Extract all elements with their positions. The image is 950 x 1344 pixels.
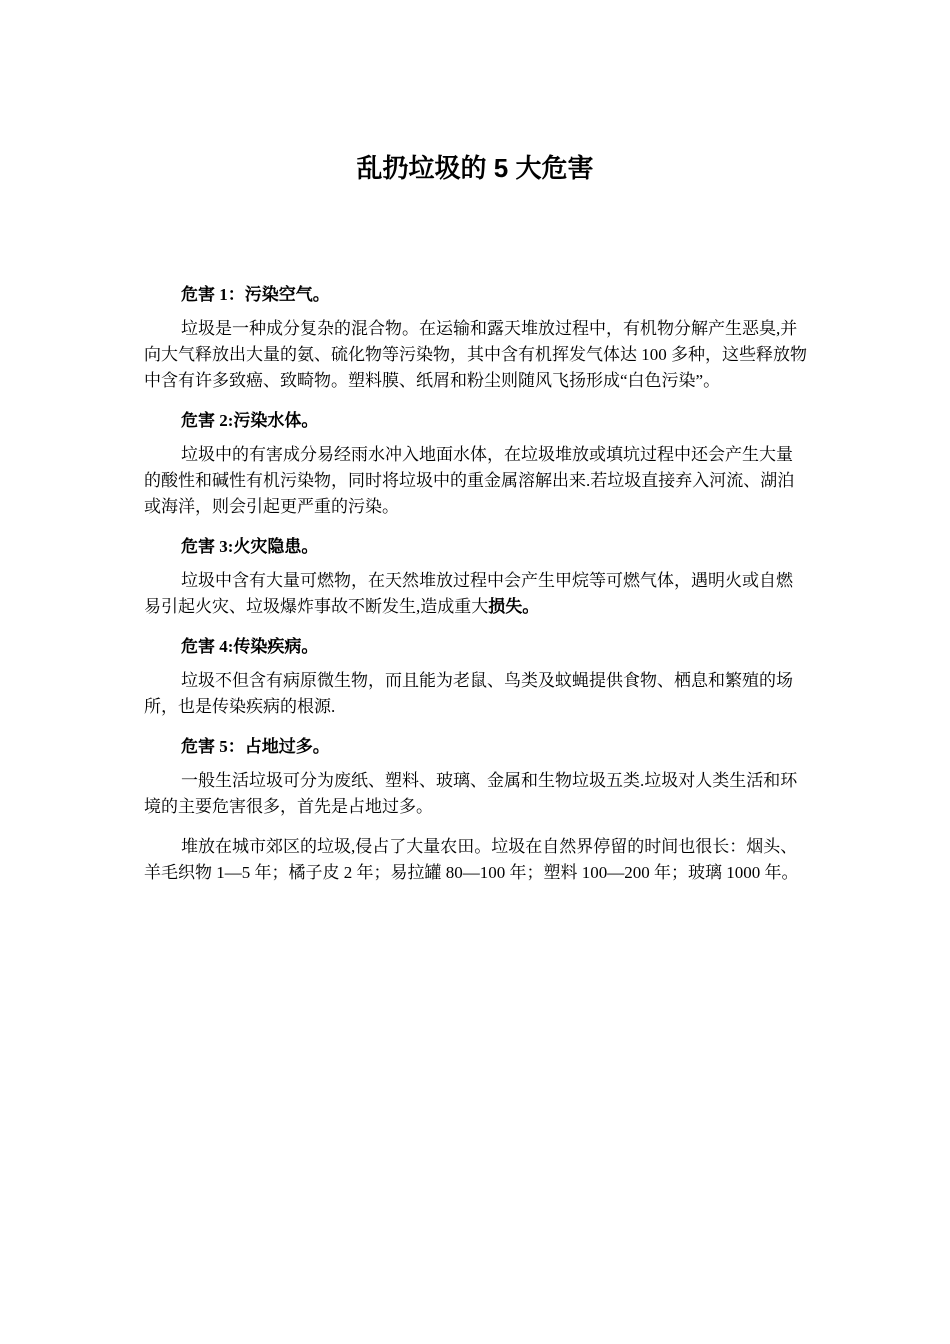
section-paragraph-2: 垃圾中的有害成分易经雨水冲入地面水体，在垃圾堆放或填坑过程中还会产生大量的酸性和碱性有机污染物，同时将垃圾中的重金属溶解出来.若垃圾直接弃入河流、湖泊或海洋，则会引起更严重的污染。 <box>144 445 795 516</box>
section-paragraph-3-text: 垃圾中含有大量可燃物，在天然堆放过程中会产生甲烷等可燃气体，遇明火或自燃易引起火灾、垃圾爆炸事故不断发生,造成重大 <box>144 571 793 616</box>
section-heading-2: 危害 2:污染水体。 <box>181 411 319 430</box>
section-paragraph-1: 垃圾是一种成分复杂的混合物。在运输和露天堆放过程中，有机物分解产生恶臭,并向大气释放出大量的氨、硫化物等污染物，其中含有机挥发气体达 100 多种，这些释放物中含有许多致癌、致畸物。塑料膜、纸屑和粉尘则随风飞扬形成“白色污染”。 <box>144 319 807 390</box>
document-body <box>144 282 808 886</box>
section-heading-1: 危害 1：污染空气。 <box>181 285 330 304</box>
section-paragraph-3 <box>144 568 808 620</box>
section-heading-5: 危害 5：占地过多。 <box>181 737 330 756</box>
document-title: 乱扔垃圾的 5 大危害 <box>356 153 594 183</box>
section-paragraph-5a: 一般生活垃圾可分为废纸、塑料、玻璃、金属和生物垃圾五类.垃圾对人类生活和环境的主要危害很多，首先是占地过多。 <box>144 771 798 816</box>
section-heading-3: 危害 3:火灾隐患。 <box>181 537 319 556</box>
section-heading-4: 危害 4:传染疾病。 <box>181 637 319 656</box>
section-paragraph-4: 垃圾不但含有病原微生物，而且能为老鼠、鸟类及蚊蝇提供食物、栖息和繁殖的场所，也是传染疾病的根源. <box>144 671 793 716</box>
section-paragraph-5b: 堆放在城市郊区的垃圾,侵占了大量农田。垃圾在自然界停留的时间也很长：烟头、羊毛织物 1—5 年；橘子皮 2 年；易拉罐 80—100 年；塑料 100—200 年；玻璃 1000 年。 <box>144 837 799 882</box>
section-paragraph-3-bold-tail: 损失。 <box>488 597 540 616</box>
